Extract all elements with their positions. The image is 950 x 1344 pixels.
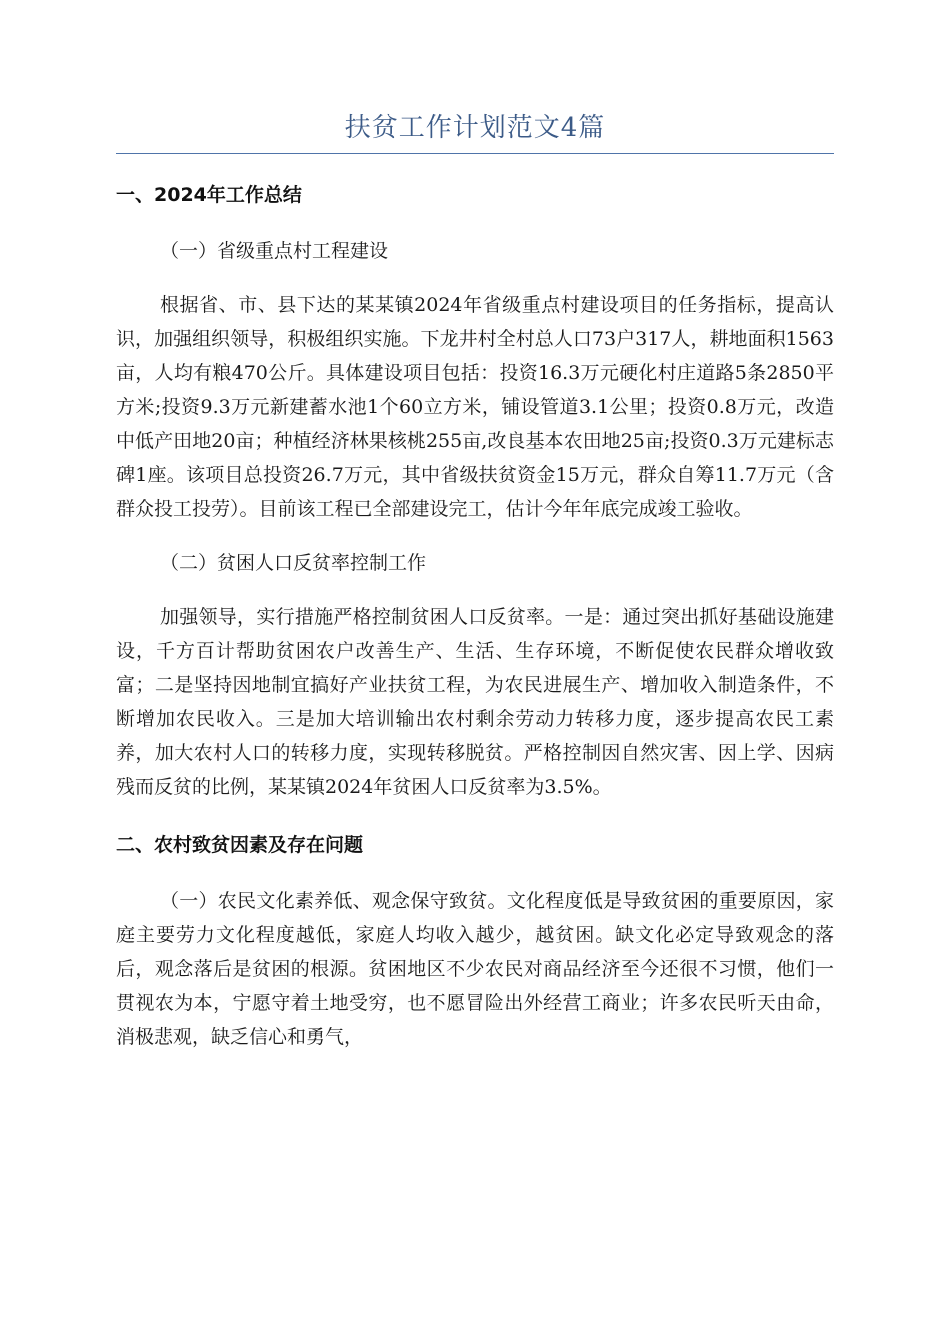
title-underline	[116, 153, 834, 154]
subsection-heading-1: （一）省级重点村工程建设	[160, 240, 389, 262]
section-heading-1: 一、2024年工作总结	[116, 184, 302, 206]
paragraph-project-construction: 根据省、市、县下达的某某镇2024年省级重点村建设项目的任务指标，提高认识，加强组织领导，积极组织实施。下龙井村全村总人口73户317人，耕地面积1563亩，人均有粮470公斤。具体建设项目包括：投资16.3万元硬化村庄道路5条2850平方米;投资9.3万元新建蓄水池1个60立方米，铺设管道3.1公里；投资0.8万元，改造中低产田地20亩；种植经济林果核桃255亩,改良基本农田地25亩;投资0.3万元建标志碑1座。该项目总投资26.7万元，其中省级扶贫资金15万元，群众自筹11.7万元（含群众投工投劳）。目前该工程已全部建设完工，估计今年年底完成竣工验收。	[116, 294, 834, 520]
subsection-heading-2: （二）贫困人口反贫率控制工作	[160, 552, 427, 574]
document-title: 扶贫工作计划范文4篇	[344, 113, 606, 143]
paragraph-poverty-factors: （一）农民文化素养低、观念保守致贫。文化程度低是导致贫困的重要原因，家庭主要劳力文化程度越低，家庭人均收入越少，越贫困。缺文化必定导致观念的落后，观念落后是贫困的根源。贫困地区不少农民对商品经济至今还很不习惯，他们一贯视农为本，宁愿守着土地受穷，也不愿冒险出外经营工商业；许多农民听天由命，消极悲观，缺乏信心和勇气，	[116, 890, 834, 1048]
paragraph-poverty-control: 加强领导，实行措施严格控制贫困人口反贫率。一是：通过突出抓好基础设施建设，千方百计帮助贫困农户改善生产、生活、生存环境，不断促使农民群众增收致富；二是坚持因地制宜搞好产业扶贫工程，为农民进展生产、增加收入制造条件，不断增加农民收入。三是加大培训输出农村剩余劳动力转移力度，逐步提高农民工素养，加大农村人口的转移力度，实现转移脱贫。严格控制因自然灾害、因上学、因病残而反贫的比例，某某镇2024年贫困人口反贫率为3.5%。	[116, 606, 834, 798]
document-body	[116, 178, 834, 1074]
section-heading-2: 二、农村致贫因素及存在问题	[116, 834, 364, 856]
